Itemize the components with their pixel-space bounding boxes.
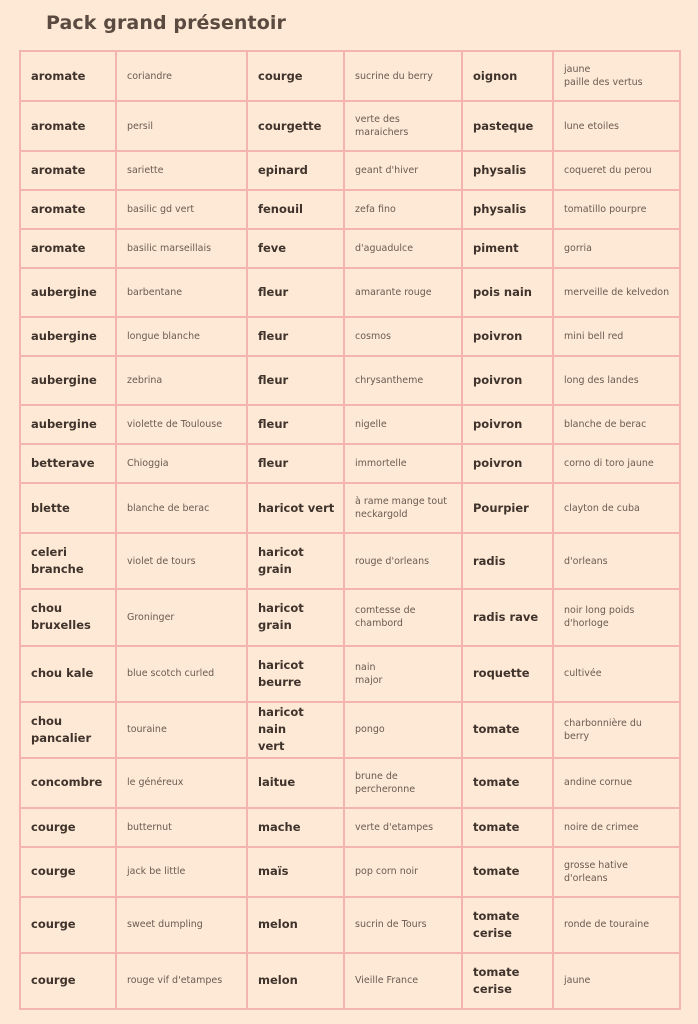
table-row bbox=[20, 589, 680, 645]
variety-cell: coqueret du perou bbox=[553, 151, 680, 190]
variety-cell: geant d'hiver bbox=[344, 151, 462, 190]
variety-cell: amarante rouge bbox=[344, 268, 462, 317]
table-row bbox=[20, 190, 680, 229]
variety-cell: cosmos bbox=[344, 317, 462, 356]
table-row bbox=[20, 758, 680, 808]
variety-cell: d'orleans bbox=[553, 533, 680, 589]
table-row bbox=[20, 444, 680, 483]
variety-cell: sariette bbox=[116, 151, 247, 190]
vegetable-cell: aromate bbox=[20, 151, 116, 190]
variety-cell: charbonnière du berry bbox=[553, 702, 680, 758]
variety-cell: pongo bbox=[344, 702, 462, 758]
vegetable-cell: laitue bbox=[247, 758, 344, 808]
variety-cell: brune de percheronne bbox=[344, 758, 462, 808]
vegetable-cell: poivron bbox=[462, 405, 553, 444]
vegetable-cell: aubergine bbox=[20, 405, 116, 444]
vegetable-cell: epinard bbox=[247, 151, 344, 190]
vegetable-cell: radis bbox=[462, 533, 553, 589]
table-row bbox=[20, 229, 680, 268]
vegetable-cell: pasteque bbox=[462, 101, 553, 151]
variety-cell: persil bbox=[116, 101, 247, 151]
vegetable-cell: aubergine bbox=[20, 317, 116, 356]
table-row bbox=[20, 151, 680, 190]
table-row bbox=[20, 483, 680, 533]
variety-cell: rouge vif d'etampes bbox=[116, 953, 247, 1009]
variety-cell: barbentane bbox=[116, 268, 247, 317]
vegetable-cell: fleur bbox=[247, 317, 344, 356]
vegetable-cell: poivron bbox=[462, 317, 553, 356]
variety-cell: jaune paille des vertus bbox=[553, 51, 680, 101]
variety-cell: jack be little bbox=[116, 847, 247, 897]
variety-cell: long des landes bbox=[553, 356, 680, 405]
vegetable-cell: haricot grain bbox=[247, 589, 344, 645]
vegetable-cell: courge bbox=[20, 953, 116, 1009]
variety-cell: lune etoiles bbox=[553, 101, 680, 151]
variety-cell: clayton de cuba bbox=[553, 483, 680, 533]
variety-cell: merveille de kelvedon bbox=[553, 268, 680, 317]
vegetable-cell: physalis bbox=[462, 190, 553, 229]
variety-cell: grosse hative d'orleans bbox=[553, 847, 680, 897]
page-title: Pack grand présentoir bbox=[46, 12, 286, 34]
vegetable-cell: fleur bbox=[247, 405, 344, 444]
variety-cell: comtesse de chambord bbox=[344, 589, 462, 645]
variety-cell: zebrina bbox=[116, 356, 247, 405]
vegetable-cell: melon bbox=[247, 897, 344, 953]
vegetable-cell: piment bbox=[462, 229, 553, 268]
variety-cell: noir long poids d'horloge bbox=[553, 589, 680, 645]
vegetable-cell: fleur bbox=[247, 268, 344, 317]
variety-cell: andine cornue bbox=[553, 758, 680, 808]
vegetable-cell: courge bbox=[20, 847, 116, 897]
vegetable-cell: fenouil bbox=[247, 190, 344, 229]
vegetable-cell: aromate bbox=[20, 101, 116, 151]
variety-cell: rouge d'orleans bbox=[344, 533, 462, 589]
table-row bbox=[20, 405, 680, 444]
vegetable-cell: radis rave bbox=[462, 589, 553, 645]
variety-cell: Groninger bbox=[116, 589, 247, 645]
variety-cell: violet de tours bbox=[116, 533, 247, 589]
variety-cell: corno di toro jaune bbox=[553, 444, 680, 483]
variety-cell: gorria bbox=[553, 229, 680, 268]
vegetable-cell: tomate bbox=[462, 847, 553, 897]
variety-cell: ronde de touraine bbox=[553, 897, 680, 953]
vegetable-cell: poivron bbox=[462, 356, 553, 405]
variety-cell: Chioggia bbox=[116, 444, 247, 483]
vegetable-cell: tomate cerise bbox=[462, 897, 553, 953]
vegetable-cell: poivron bbox=[462, 444, 553, 483]
vegetable-cell: haricot grain bbox=[247, 533, 344, 589]
vegetable-cell: aubergine bbox=[20, 268, 116, 317]
variety-cell: verte d'etampes bbox=[344, 808, 462, 847]
table-row bbox=[20, 897, 680, 953]
table-row bbox=[20, 808, 680, 847]
variety-cell: cultivée bbox=[553, 646, 680, 702]
table-row bbox=[20, 953, 680, 1009]
vegetable-cell: oignon bbox=[462, 51, 553, 101]
vegetable-cell: roquette bbox=[462, 646, 553, 702]
variety-cell: touraine bbox=[116, 702, 247, 758]
variety-cell: sucrin de Tours bbox=[344, 897, 462, 953]
variety-cell: sucrine du berry bbox=[344, 51, 462, 101]
vegetable-cell: haricot beurre bbox=[247, 646, 344, 702]
table-row bbox=[20, 646, 680, 702]
vegetable-cell: fleur bbox=[247, 444, 344, 483]
vegetable-cell: tomate bbox=[462, 808, 553, 847]
variety-cell: jaune bbox=[553, 953, 680, 1009]
variety-cell: blanche de berac bbox=[116, 483, 247, 533]
vegetable-cell: aromate bbox=[20, 51, 116, 101]
variety-cell: mini bell red bbox=[553, 317, 680, 356]
vegetable-cell: celeri branche bbox=[20, 533, 116, 589]
table-row bbox=[20, 356, 680, 405]
vegetable-cell: courgette bbox=[247, 101, 344, 151]
variety-cell: violette de Toulouse bbox=[116, 405, 247, 444]
vegetable-cell: courge bbox=[20, 808, 116, 847]
variety-cell: coriandre bbox=[116, 51, 247, 101]
variety-cell: pop corn noir bbox=[344, 847, 462, 897]
vegetable-cell: haricot nain vert bbox=[247, 702, 344, 758]
variety-cell: zefa fino bbox=[344, 190, 462, 229]
variety-cell: à rame mange tout neckargold bbox=[344, 483, 462, 533]
table-row bbox=[20, 702, 680, 758]
table-row bbox=[20, 317, 680, 356]
variety-cell: blanche de berac bbox=[553, 405, 680, 444]
vegetable-cell: betterave bbox=[20, 444, 116, 483]
vegetable-cell: aubergine bbox=[20, 356, 116, 405]
vegetable-cell: blette bbox=[20, 483, 116, 533]
vegetable-cell: mache bbox=[247, 808, 344, 847]
variety-cell: noire de crimee bbox=[553, 808, 680, 847]
variety-cell: nigelle bbox=[344, 405, 462, 444]
table-row bbox=[20, 51, 680, 101]
variety-cell: longue blanche bbox=[116, 317, 247, 356]
vegetable-cell: maïs bbox=[247, 847, 344, 897]
vegetable-cell: haricot vert bbox=[247, 483, 344, 533]
variety-cell: le généreux bbox=[116, 758, 247, 808]
vegetable-cell: chou bruxelles bbox=[20, 589, 116, 645]
variety-cell: blue scotch curled bbox=[116, 646, 247, 702]
vegetable-cell: chou kale bbox=[20, 646, 116, 702]
vegetable-cell: tomate bbox=[462, 758, 553, 808]
variety-cell: d'aguadulce bbox=[344, 229, 462, 268]
variety-cell: Vieille France bbox=[344, 953, 462, 1009]
vegetable-cell: melon bbox=[247, 953, 344, 1009]
vegetable-cell: Pourpier bbox=[462, 483, 553, 533]
table-row bbox=[20, 533, 680, 589]
variety-cell: basilic gd vert bbox=[116, 190, 247, 229]
variety-cell: nain major bbox=[344, 646, 462, 702]
variety-cell: tomatillo pourpre bbox=[553, 190, 680, 229]
table-row bbox=[20, 101, 680, 151]
vegetable-cell: fleur bbox=[247, 356, 344, 405]
variety-cell: sweet dumpling bbox=[116, 897, 247, 953]
vegetable-cell: physalis bbox=[462, 151, 553, 190]
vegetable-cell: aromate bbox=[20, 190, 116, 229]
vegetable-cell: courge bbox=[20, 897, 116, 953]
variety-cell: basilic marseillais bbox=[116, 229, 247, 268]
vegetable-cell: feve bbox=[247, 229, 344, 268]
vegetable-cell: pois nain bbox=[462, 268, 553, 317]
vegetable-cell: tomate cerise bbox=[462, 953, 553, 1009]
vegetable-cell: concombre bbox=[20, 758, 116, 808]
vegetable-cell: courge bbox=[247, 51, 344, 101]
variety-cell: chrysantheme bbox=[344, 356, 462, 405]
table-row bbox=[20, 268, 680, 317]
variety-cell: butternut bbox=[116, 808, 247, 847]
product-table bbox=[19, 50, 681, 1010]
variety-cell: verte des maraichers bbox=[344, 101, 462, 151]
vegetable-cell: aromate bbox=[20, 229, 116, 268]
vegetable-cell: chou pancalier bbox=[20, 702, 116, 758]
vegetable-cell: tomate bbox=[462, 702, 553, 758]
table-row bbox=[20, 847, 680, 897]
variety-cell: immortelle bbox=[344, 444, 462, 483]
